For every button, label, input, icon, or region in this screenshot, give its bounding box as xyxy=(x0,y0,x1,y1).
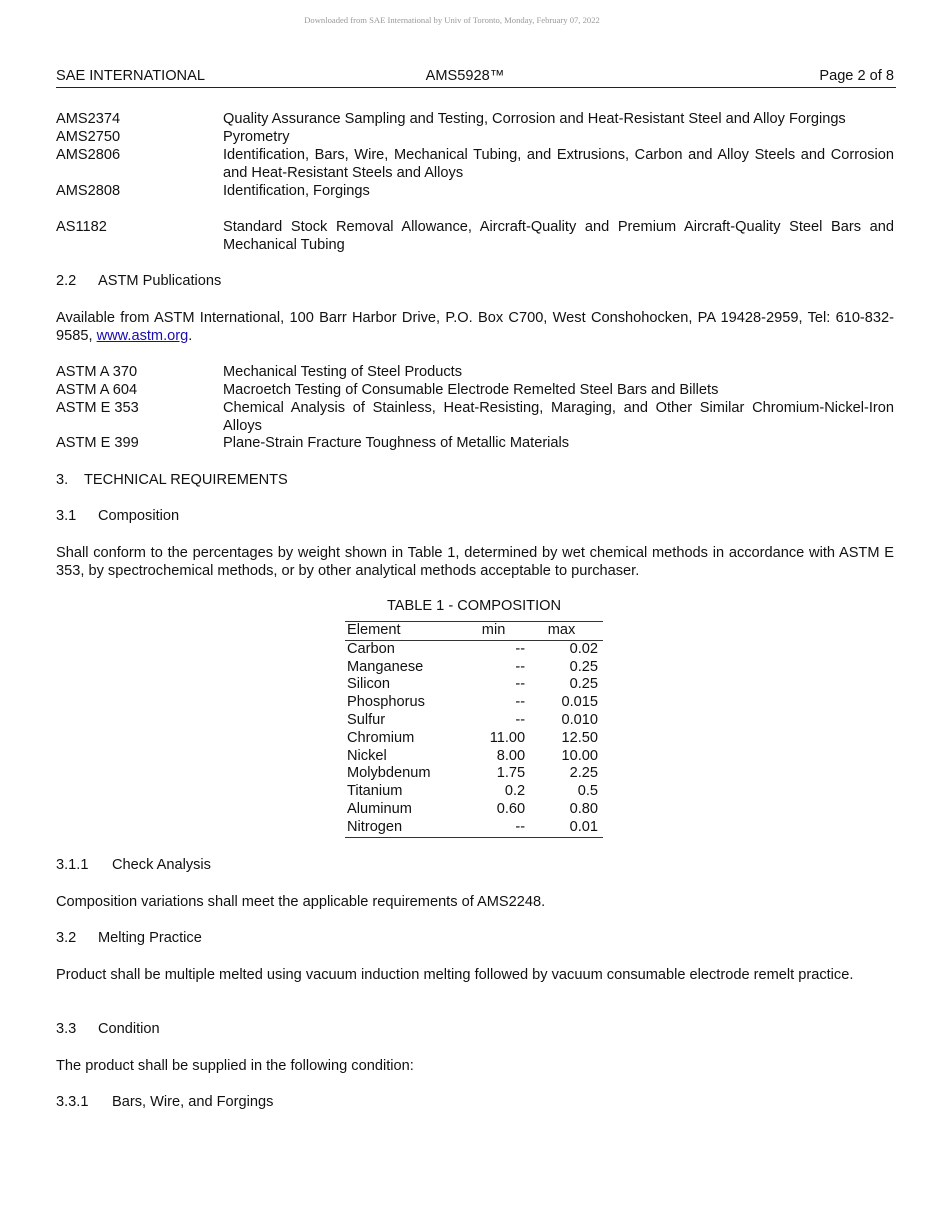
section-number: 3.3.1 xyxy=(56,1094,89,1110)
table-row xyxy=(345,730,603,748)
cell-min: 11.00 xyxy=(489,729,526,746)
reference-entry xyxy=(56,434,894,452)
table-header-row xyxy=(345,622,603,641)
reference-title: Standard Stock Removal Allowance, Aircraft-Quality and Premium Aircraft-Quality Steel Bars and Mechanical Tubing xyxy=(223,219,894,253)
section-title: Bars, Wire, and Forgings xyxy=(112,1094,274,1110)
composition-paragraph: Shall conform to the percentages by weight shown in Table 1, determined by wet chemical methods in accordance with ASTM E 353, by spectrochemical methods, or by other analytical methods acceptable to purchaser. xyxy=(56,545,894,579)
header-organization: SAE INTERNATIONAL xyxy=(56,68,205,84)
cell-element: Phosphorus xyxy=(347,694,425,711)
reference-entry xyxy=(56,146,894,182)
table-title: TABLE 1 - COMPOSITION xyxy=(386,598,562,614)
section-title: Melting Practice xyxy=(98,930,202,946)
cell-element: Manganese xyxy=(347,658,424,675)
reference-code: AMS2806 xyxy=(56,147,121,163)
reference-title: Identification, Bars, Wire, Mechanical Tubing, and Extrusions, Carbon and Alloy Steels and Corrosion and Heat-Resistant Steels and Alloys xyxy=(223,147,894,181)
cell-max: 2.25 xyxy=(569,765,598,782)
cell-min: 0.60 xyxy=(496,800,526,817)
cell-max: 0.80 xyxy=(569,800,598,817)
section-heading-3-2 xyxy=(56,929,202,947)
cell-element: Aluminum xyxy=(347,800,412,817)
table-row xyxy=(345,640,603,658)
section-title: Composition xyxy=(98,508,180,524)
reference-code: AMS2750 xyxy=(56,129,121,145)
section-number: 3. xyxy=(56,472,69,488)
section-heading-3-3 xyxy=(56,1020,160,1038)
cell-element: Chromium xyxy=(347,729,415,746)
table-row xyxy=(345,819,603,837)
section-number: 2.2 xyxy=(56,273,77,289)
cell-min: 8.00 xyxy=(496,747,526,764)
table-row xyxy=(345,801,603,819)
availability-period: . xyxy=(188,328,193,344)
table-row xyxy=(345,783,603,801)
page-header xyxy=(56,66,896,88)
reference-code: ASTM A 604 xyxy=(56,382,138,398)
reference-title: Identification, Forgings xyxy=(223,183,370,199)
cell-max: 0.010 xyxy=(561,711,598,728)
reference-code: AMS2374 xyxy=(56,111,121,127)
cell-min: -- xyxy=(515,658,526,675)
astm-website-link[interactable]: www.astm.org xyxy=(96,328,189,344)
cell-max: 0.5 xyxy=(577,783,598,800)
section-number: 3.1 xyxy=(56,508,77,524)
reference-code: AMS2808 xyxy=(56,183,121,199)
cell-max: 0.015 xyxy=(561,694,598,711)
cell-element: Carbon xyxy=(347,640,395,657)
reference-title: Quality Assurance Sampling and Testing, Corrosion and Heat-Resistant Steel and Alloy Forgings xyxy=(223,111,846,127)
header-document-number: AMS5928™ xyxy=(425,68,505,84)
header-page-number: Page 2 of 8 xyxy=(819,68,894,84)
condition-paragraph: The product shall be supplied in the following condition: xyxy=(56,1058,414,1074)
cell-min: -- xyxy=(515,694,526,711)
table-row xyxy=(345,676,603,694)
section-heading-3-1-1 xyxy=(56,856,211,874)
reference-code: ASTM E 353 xyxy=(56,400,139,416)
cell-max: 0.25 xyxy=(569,676,598,693)
header-max: max xyxy=(525,622,603,641)
cell-element: Molybdenum xyxy=(347,765,431,782)
section-heading-3-1 xyxy=(56,507,179,525)
reference-entry xyxy=(56,399,894,435)
table-row xyxy=(345,765,603,783)
cell-min: 0.2 xyxy=(504,783,526,800)
reference-title: Plane-Strain Fracture Toughness of Metallic Materials xyxy=(223,435,570,451)
table-row xyxy=(345,748,603,766)
cell-element: Titanium xyxy=(347,783,403,800)
cell-max: 0.01 xyxy=(569,818,598,835)
table-row xyxy=(345,659,603,677)
cell-element: Silicon xyxy=(347,676,390,693)
cell-min: -- xyxy=(515,818,526,835)
section-heading-2-2 xyxy=(56,272,221,290)
composition-table xyxy=(345,621,603,838)
section-title: Condition xyxy=(98,1021,160,1037)
table-row xyxy=(345,712,603,730)
cell-max: 0.25 xyxy=(569,658,598,675)
section-title: ASTM Publications xyxy=(98,273,222,289)
reference-title: Pyrometry xyxy=(223,129,290,145)
download-note: Downloaded from SAE International by Univ of Toronto, Monday, February 07, 2022 xyxy=(304,15,600,25)
section-title: Check Analysis xyxy=(112,857,211,873)
cell-min: -- xyxy=(515,676,526,693)
cell-max: 0.02 xyxy=(569,640,598,657)
reference-code: ASTM E 399 xyxy=(56,435,139,451)
reference-title: Chemical Analysis of Stainless, Heat-Resisting, Maraging, and Other Similar Chromium-Nickel-Iron Alloys xyxy=(223,400,894,434)
reference-title: Mechanical Testing of Steel Products xyxy=(223,364,463,380)
reference-entry xyxy=(56,110,894,128)
cell-max: 10.00 xyxy=(561,747,598,764)
check-analysis-paragraph: Composition variations shall meet the applicable requirements of AMS2248. xyxy=(56,894,546,910)
reference-entry xyxy=(56,128,894,146)
reference-entry xyxy=(56,182,894,200)
section-number: 3.3 xyxy=(56,1021,77,1037)
astm-availability-paragraph xyxy=(56,309,894,345)
cell-min: 1.75 xyxy=(496,765,526,782)
section-title: TECHNICAL REQUIREMENTS xyxy=(84,472,288,488)
cell-element: Nickel xyxy=(347,747,387,764)
reference-entry xyxy=(56,381,894,399)
reference-title: Macroetch Testing of Consumable Electrode Remelted Steel Bars and Billets xyxy=(223,382,719,398)
header-element: Element xyxy=(345,622,462,641)
cell-element: Sulfur xyxy=(347,711,386,728)
availability-text: Available from ASTM International, 100 Barr Harbor Drive, P.O. Box C700, West Conshohocken, PA 19428-2959, Tel: 610-832-9585, xyxy=(56,310,894,344)
cell-max: 12.50 xyxy=(561,729,598,746)
reference-entry xyxy=(56,363,894,381)
cell-min: -- xyxy=(515,640,526,657)
section-heading-3 xyxy=(56,471,288,489)
header-min: min xyxy=(462,622,525,641)
melting-practice-paragraph: Product shall be multiple melted using vacuum induction melting followed by vacuum consumable electrode remelt practice. xyxy=(56,967,854,983)
reference-entry xyxy=(56,218,894,254)
reference-code: AS1182 xyxy=(56,219,107,235)
table-row xyxy=(345,694,603,712)
section-number: 3.1.1 xyxy=(56,857,89,873)
cell-min: -- xyxy=(515,711,526,728)
section-heading-3-3-1 xyxy=(56,1093,273,1111)
cell-element: Nitrogen xyxy=(347,818,403,835)
section-number: 3.2 xyxy=(56,930,77,946)
reference-code: ASTM A 370 xyxy=(56,364,138,380)
